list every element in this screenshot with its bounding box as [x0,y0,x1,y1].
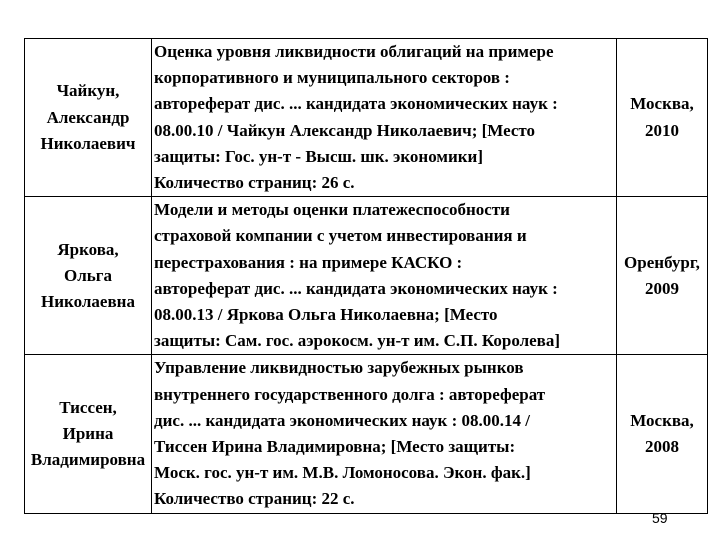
year-line: 2009 [645,278,679,298]
author-line: Ирина [62,423,114,443]
year-line: 2008 [645,437,679,457]
description-line: защиты: Гос. ун-т - Высш. шк. экономики] [154,146,484,166]
description-line: страховой компании с учетом инвестирования и [154,226,527,246]
place-line: Москва, [630,94,694,114]
author-line: Александр [46,107,130,127]
author-cell [25,39,152,197]
author-cell [25,197,152,355]
author-line: Тиссен, [59,397,117,417]
description-line: защиты: Сам. гос. аэрокосм. ун-т им. С.П. Королева] [154,331,561,351]
place-year-cell [617,197,708,355]
author-line: Владимировна [30,450,146,470]
description-line: 08.00.13 / Яркова Ольга Николаевна; [Место [154,305,498,325]
description-line: Количество страниц: 22 с. [154,489,355,509]
description-line: 08.00.10 / Чайкун Александр Николаевич; [Место [154,120,536,140]
description-line: Модели и методы оценки платежеспособности [154,200,510,220]
description-line: внутреннего государственного долга : автореферат [154,384,546,404]
place-line: Оренбург, [624,252,700,272]
description-line: автореферат дис. ... кандидата экономических наук : [154,94,558,114]
place-line: Москва, [630,410,694,430]
author-cell [25,355,152,513]
bibliography-table [24,38,708,514]
table-row [25,197,708,355]
description-line: Моск. гос. ун-т им. М.В. Ломоносова. Экон. фак.] [154,463,531,483]
year-line: 2010 [645,120,679,140]
page-number: 59 [652,510,668,526]
description-line: дис. ... кандидата экономических наук : 08.00.14 / [154,410,530,430]
place-year-cell [617,355,708,513]
description-line: Количество страниц: 26 с. [154,173,355,193]
author-line: Яркова, [57,239,119,259]
author-line: Николаевич [40,133,136,153]
description-line: корпоративного и муниципального секторов : [154,68,510,88]
description-cell [152,197,617,355]
description-line: перестрахования : на примере КАСКО : [154,252,463,272]
table-row [25,39,708,197]
description-line: Тиссен Ирина Владимировна; [Место защиты: [154,437,516,457]
description-line: Управление ликвидностью зарубежных рынков [154,358,524,378]
place-year-cell [617,39,708,197]
description-cell [152,355,617,513]
description-line: Оценка уровня ликвидности облигаций на примере [154,42,554,61]
author-line: Чайкун, [56,81,120,101]
description-cell [152,39,617,197]
author-line: Николаевна [41,291,135,311]
description-line: автореферат дис. ... кандидата экономических наук : [154,278,558,298]
author-line: Ольга [64,265,112,285]
table-row [25,355,708,513]
